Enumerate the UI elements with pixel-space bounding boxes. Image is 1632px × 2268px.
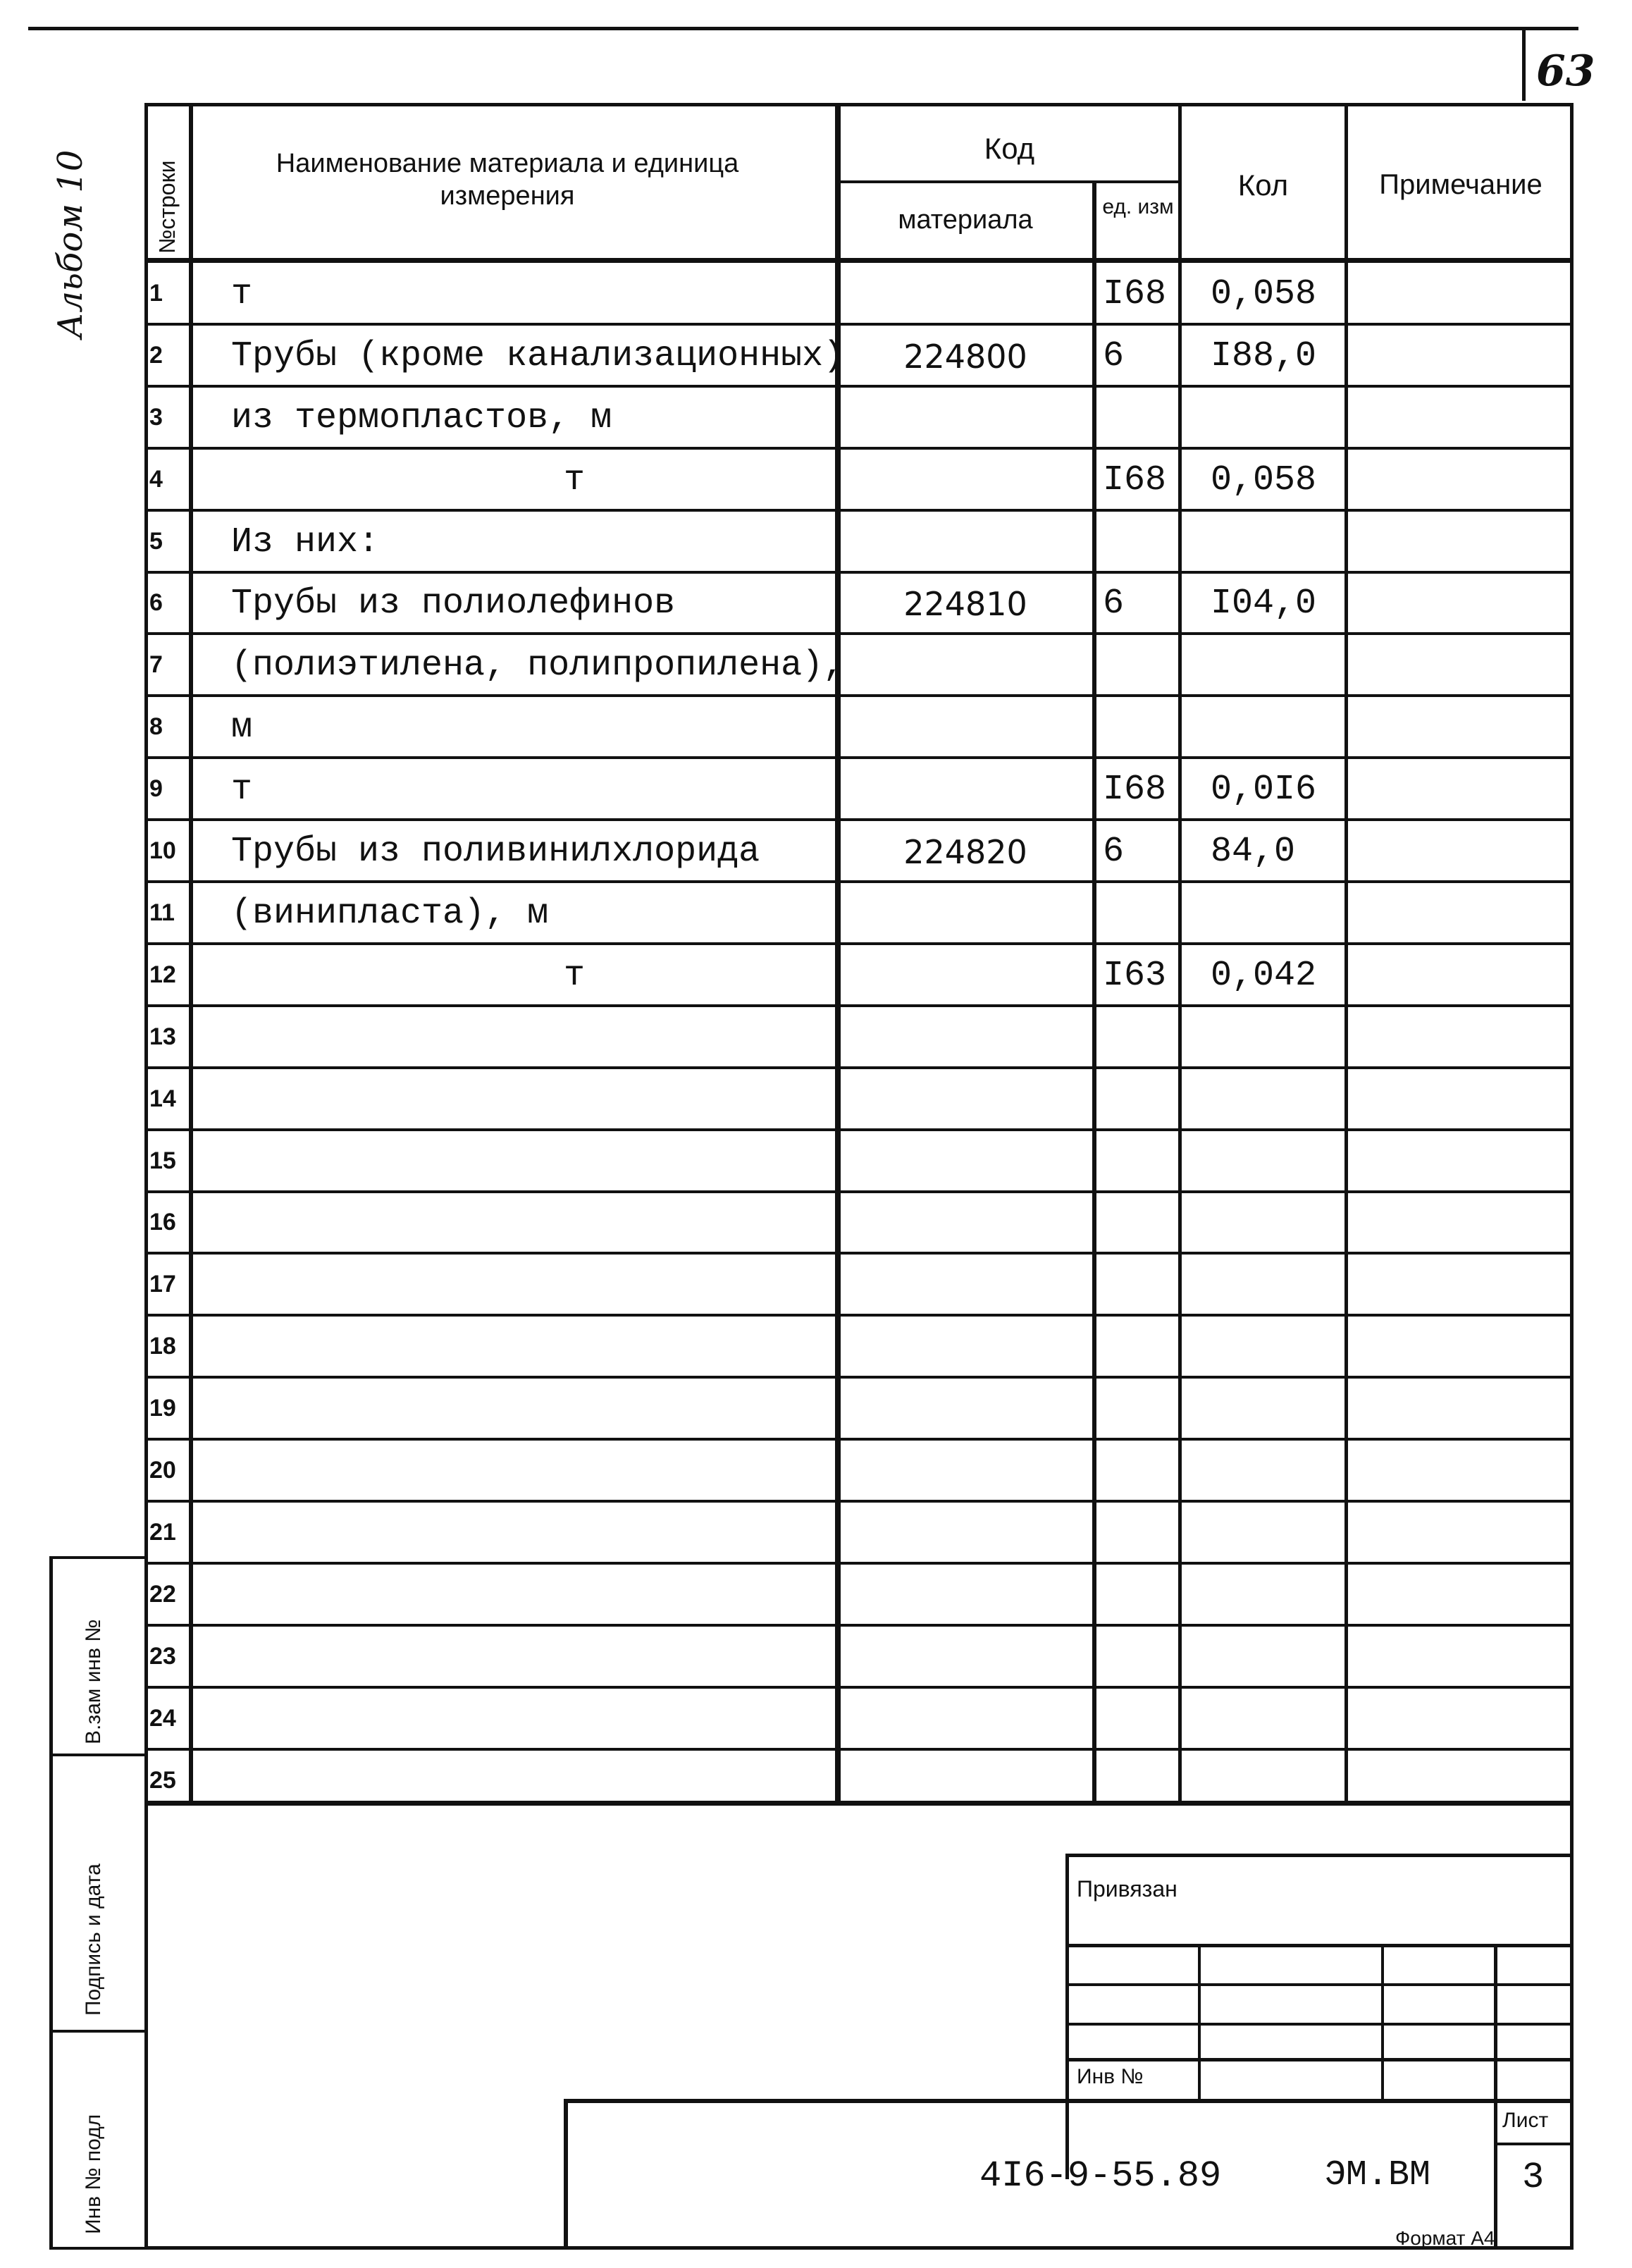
row-qty: 0,042	[1211, 955, 1317, 996]
table-row	[144, 1502, 1574, 1564]
row-name: т	[231, 770, 253, 811]
row-number: 21	[149, 1518, 176, 1546]
row-name: Из них:	[231, 522, 380, 562]
table-row	[144, 944, 1574, 1006]
row-number: 5	[149, 527, 163, 555]
privyazan-label: Привязан	[1077, 1876, 1177, 1902]
table-row	[144, 1688, 1574, 1750]
code-subheader-line	[839, 180, 1180, 183]
row-unit: 6	[1103, 584, 1125, 624]
title-block-left	[564, 2099, 568, 2250]
inv-no-label: Инв №	[1077, 2065, 1144, 2088]
table-row	[144, 449, 1574, 511]
row-name: т	[564, 460, 586, 500]
header-code: Код	[984, 132, 1035, 165]
side-stamp-left-line	[49, 1556, 53, 2250]
row-name: (полиэтилена, полипропилена),	[231, 646, 845, 686]
row-name: т	[564, 955, 586, 996]
row-number: 12	[149, 961, 176, 988]
row-number: 16	[149, 1209, 176, 1236]
row-number: 20	[149, 1457, 176, 1484]
table-row	[144, 1130, 1574, 1192]
side-stamp-bottom-line	[49, 2247, 148, 2250]
row-name: Трубы (кроме канализационных)	[231, 335, 845, 376]
row-code: 224800	[903, 337, 1027, 376]
table-row	[144, 1564, 1574, 1626]
row-unit: 6	[1103, 832, 1125, 873]
table-row	[144, 1006, 1574, 1068]
row-name: Трубы из полиолефинов	[231, 584, 676, 624]
row-number: 11	[149, 899, 175, 926]
page-number: 63	[1536, 47, 1595, 96]
row-number: 25	[149, 1766, 176, 1794]
row-number: 15	[149, 1147, 176, 1174]
table-row	[144, 696, 1574, 758]
list-label: Лист	[1502, 2109, 1549, 2132]
stamp-col-2	[1381, 1944, 1384, 2100]
row-name: (винипласта), м	[231, 893, 549, 934]
row-number: 18	[149, 1333, 176, 1360]
header-note: Примечание	[1379, 169, 1543, 200]
row-number: 6	[149, 589, 163, 617]
title-block-top	[564, 2099, 1574, 2103]
table-row	[144, 1378, 1574, 1440]
header-qty: Кол	[1237, 168, 1289, 202]
row-qty: I88,0	[1211, 335, 1317, 376]
row-number: 14	[149, 1085, 176, 1112]
row-number: 2	[149, 341, 163, 369]
table-row	[144, 1750, 1574, 1812]
row-number: 23	[149, 1642, 176, 1670]
header-row-number: №строки	[154, 160, 180, 254]
side-stamp-sep-1	[49, 1754, 148, 1756]
row-qty: 0,0I6	[1211, 770, 1317, 811]
row-number: 7	[149, 651, 163, 679]
row-number: 8	[149, 713, 163, 741]
doc-code: 4I6-9-55.89	[979, 2155, 1222, 2197]
row-number: 22	[149, 1580, 176, 1608]
row-qty: 84,0	[1211, 832, 1296, 873]
row-name: из термопластов, м	[231, 397, 612, 438]
row-number: 13	[149, 1023, 176, 1050]
format-label: Формат А4	[1395, 2227, 1495, 2249]
table-row	[144, 1192, 1574, 1255]
row-qty: 0,058	[1211, 273, 1317, 314]
album-label: Альбом 10	[51, 149, 90, 338]
header-code-unit: ед. изм	[1102, 195, 1174, 218]
row-code: 224810	[903, 585, 1027, 624]
row-name: т	[231, 273, 253, 314]
side-label-inv: Инв № подл	[82, 2114, 105, 2234]
table-row	[144, 1254, 1574, 1316]
row-number: 4	[149, 465, 163, 493]
row-number: 19	[149, 1395, 176, 1422]
row-unit: 6	[1103, 335, 1125, 376]
row-number: 24	[149, 1704, 176, 1732]
doc-mark: ЭМ.ВМ	[1325, 2155, 1431, 2195]
row-unit: I68	[1103, 273, 1167, 314]
stamp-col-3	[1494, 1944, 1497, 2250]
table-row	[144, 1316, 1574, 1378]
table-row	[144, 1068, 1574, 1130]
row-number: 17	[149, 1271, 176, 1298]
row-number: 3	[149, 403, 163, 431]
list-label-line	[1494, 2143, 1574, 2145]
row-unit: I63	[1103, 955, 1167, 996]
row-code: 224820	[903, 833, 1027, 872]
page-number-divider	[1522, 27, 1526, 101]
table-row	[144, 758, 1574, 820]
side-stamp-sep-2	[49, 2030, 148, 2033]
stamp-col-1	[1198, 1944, 1201, 2100]
table-row	[144, 1626, 1574, 1688]
table-row	[144, 263, 1574, 325]
row-number: 10	[149, 837, 176, 865]
side-stamp-top-line	[49, 1556, 148, 1559]
row-unit: I68	[1103, 460, 1167, 500]
row-unit: I68	[1103, 770, 1167, 811]
side-label-vzam: В.зам инв №	[82, 1619, 105, 1744]
row-name: м	[231, 708, 253, 748]
table-row	[144, 1440, 1574, 1502]
row-number: 9	[149, 775, 163, 803]
side-label-podpis: Подпись и дата	[82, 1863, 105, 2016]
sheet-number: 3	[1522, 2157, 1545, 2198]
row-qty: 0,058	[1211, 460, 1317, 500]
header-name: Наименование материала и единица измерения	[276, 149, 739, 211]
header-code-material: материала	[898, 205, 1033, 235]
row-qty: I04,0	[1211, 584, 1317, 624]
header-bottom-line	[144, 258, 1574, 263]
top-border	[28, 27, 1578, 30]
row-name: Трубы из поливинилхлорида	[231, 832, 760, 873]
row-number: 1	[149, 279, 163, 307]
